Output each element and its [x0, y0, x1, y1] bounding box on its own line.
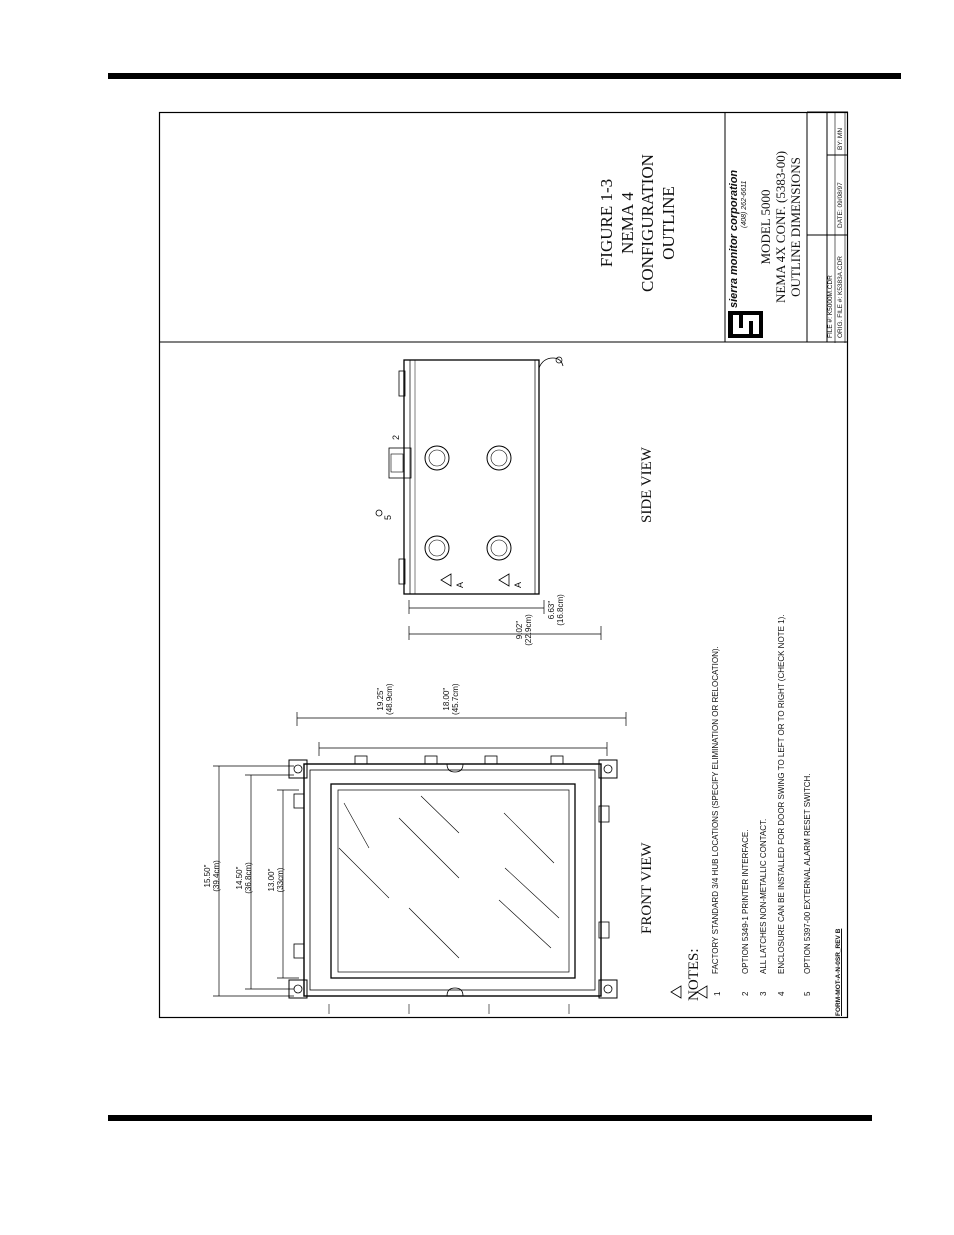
dim-value: 6.63": [547, 600, 556, 620]
figure-title-line: NEMA 4: [617, 192, 637, 254]
side-view-dimensions: [409, 600, 601, 640]
note-text: ENCLOSURE CAN BE INSTALLED FOR DOOR SWING TO LEFT OR TO RIGHT (CHECK NOTE 1).: [777, 614, 786, 974]
dim-value-cm: (16.8cm): [556, 594, 566, 626]
note-triangle-icons: [441, 574, 707, 998]
callout-a: A: [513, 581, 523, 588]
dim-side-depth-overall: [515, 610, 533, 650]
dim-front-height-window: [267, 860, 285, 900]
model-conf: NEMA 4X CONF. (5383-00): [772, 150, 788, 304]
front-view-dimensions: [213, 712, 626, 996]
dim-value-cm: (39.4cm): [212, 860, 222, 892]
rotated-drawing: [159, 112, 848, 1018]
model-title: [759, 116, 804, 338]
note-number: 2: [741, 991, 750, 996]
company-name: sierra monitor corporation: [728, 169, 740, 308]
note-text: ALL LATCHES NON-METALLIC CONTACT.: [759, 818, 768, 974]
top-rule: [108, 73, 901, 79]
bottom-rule: [108, 1115, 872, 1121]
drawn-by: BY: MN: [837, 127, 844, 150]
note-number: 1: [713, 991, 722, 996]
figure-title-line: FIGURE 1-3: [597, 178, 616, 268]
model-name: MODEL 5000: [758, 189, 773, 265]
company-phone: (408) 262-6611: [741, 180, 748, 228]
callout-5: 5: [383, 514, 393, 520]
dim-value: 13.00": [267, 868, 276, 892]
dim-value-cm: (33cm): [276, 867, 286, 893]
front-view-label: FRONT VIEW: [639, 842, 655, 934]
file-number: FILE #: K5000M.CDR: [827, 275, 834, 338]
note-text: OPTION 5349-1 PRINTER INTERFACE.: [741, 829, 750, 974]
figure-title: [597, 153, 680, 293]
figure-title-line: CONFIGURATION: [638, 154, 658, 292]
smc-logo-icon: [728, 311, 763, 338]
dim-value: 18.00": [441, 687, 451, 711]
note-text: FACTORY STANDARD 3/4 HUB LOCATIONS (SPECIFY ELIMINATION OR RELOCATION).: [711, 646, 720, 974]
note-number: 3: [759, 991, 768, 996]
drawing-date: DATE: 09/08/97: [837, 182, 844, 228]
dim-value: 14.50": [235, 866, 244, 890]
dim-value-cm: (45.7cm): [451, 683, 460, 715]
notes-heading: NOTES:: [686, 948, 702, 1001]
dim-side-depth-body: [547, 590, 565, 630]
figure-title-line: OUTLINE: [659, 186, 679, 260]
side-view-label: SIDE VIEW: [639, 447, 655, 523]
dim-value-cm: (48.9cm): [385, 683, 394, 715]
dim-value: 9.02": [515, 620, 524, 640]
side-view-enclosure: [376, 357, 563, 594]
note-number: 4: [777, 991, 786, 996]
dim-value: 19.25": [375, 687, 385, 711]
note-text: OPTION 5397-00 EXTERNAL ALARM RESET SWITCH.: [803, 773, 812, 974]
callout-2: 2: [391, 434, 401, 440]
note-number: 5: [803, 991, 812, 996]
dim-value: 15.50": [203, 864, 212, 888]
orig-file-number: ORIG. FILE #: K5383A.CDR: [837, 255, 844, 338]
model-desc: OUTLINE DIMENSIONS: [787, 157, 803, 297]
front-view-enclosure: [289, 756, 617, 1014]
dim-front-height-overall: [203, 856, 221, 896]
dim-value-cm: (22.9cm): [524, 614, 534, 646]
callout-a: A: [455, 581, 465, 588]
drawing-sheet: [159, 112, 848, 1018]
dim-value-cm: (36.8cm): [244, 862, 254, 894]
form-code: FORM-MOT-A-N-0SR_REV B: [835, 928, 842, 1016]
dim-front-height-mid: [235, 858, 253, 898]
